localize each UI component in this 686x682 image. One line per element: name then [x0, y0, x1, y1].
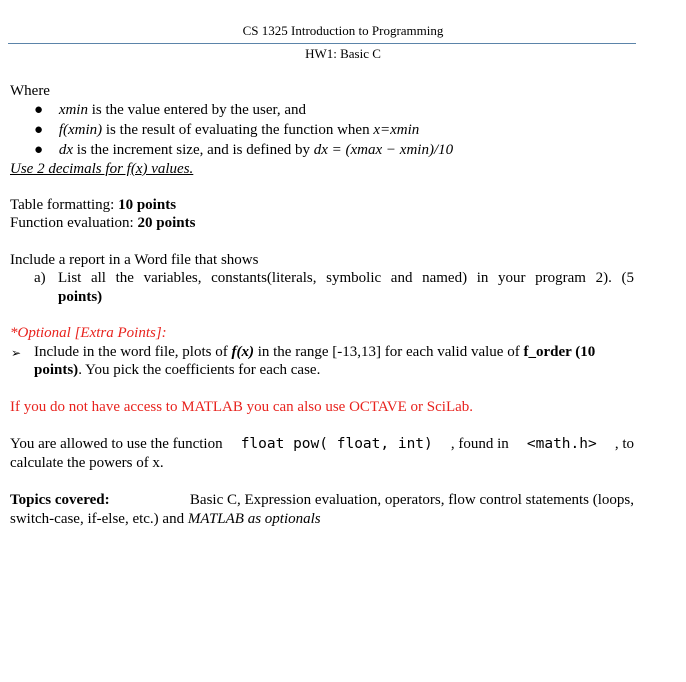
grading-label: Function evaluation: — [10, 215, 138, 231]
bullet-term: f(xmin) — [58, 122, 103, 138]
arrow-bullet-icon: ➢ — [11, 346, 22, 360]
bullet-xmin — [34, 101, 306, 119]
pow-text: You are allowed to use the function — [10, 436, 223, 452]
bullet-text: is the value entered by the user, and — [87, 102, 307, 118]
optional-line-2 — [34, 361, 320, 379]
decimals-note: Use 2 decimals for f(x) values. — [10, 161, 194, 177]
header-rule — [8, 43, 636, 44]
bullet-term: dx — [58, 142, 73, 158]
report-item-points: points) — [58, 289, 103, 305]
pow-line-2: calculate the powers of x. — [10, 455, 164, 471]
optional-heading: *Optional [Extra Points]: — [10, 325, 167, 341]
report-item-text: List all the variables, constants(literals, symbolic and named) in your program 2). (5 — [58, 270, 634, 286]
grading-table-formatting — [10, 196, 176, 214]
grading-points: 10 points — [118, 197, 177, 213]
pow-text: , found in — [450, 436, 509, 452]
bullet-term: xmin — [58, 102, 88, 118]
bullet-dot-icon: ● — [34, 102, 44, 118]
topics-text: Basic C, Expression evaluation, operators, flow control statements (loops, — [189, 492, 634, 508]
optional-line-1 — [34, 343, 595, 361]
optional-text: Include in the word file, plots of — [34, 344, 232, 360]
optional-fx: f(x) — [231, 344, 254, 360]
optional-points: (10 — [571, 344, 596, 360]
bullet-dx — [34, 141, 453, 159]
bullet-text: is the result of evaluating the function when — [102, 122, 374, 138]
bullet-text: is the increment size, and is defined by — [72, 142, 314, 158]
document-header-title: CS 1325 Introduction to Programming — [242, 23, 444, 38]
topics-text: switch-case, if-else, etc.) and — [10, 511, 188, 527]
bullet-fxmin — [34, 121, 419, 139]
matlab-note: If you do not have access to MATLAB you can also use OCTAVE or SciLab. — [10, 399, 474, 415]
optional-text: in the range [-13,13] for each valid value of — [253, 344, 524, 360]
optional-text: . You pick the coefficients for each case. — [78, 362, 321, 378]
bullet-tail: x=xmin — [373, 122, 420, 138]
where-heading: Where — [10, 83, 50, 99]
bullet-dot-icon: ● — [34, 142, 44, 158]
topics-label: Topics covered: — [10, 492, 110, 508]
pow-header: <math.h> — [526, 436, 597, 452]
optional-var: f_order — [523, 344, 572, 360]
pow-text: , to — [614, 436, 634, 452]
pow-line-1 — [10, 435, 634, 453]
grading-points: 20 points — [137, 215, 196, 231]
grading-function-evaluation — [10, 214, 195, 232]
pow-code: float pow( float, int) — [240, 436, 433, 452]
bullet-dot-icon: ● — [34, 122, 44, 138]
dx-formula: dx = (xmax − xmin)/10 — [313, 142, 454, 158]
document-header-subtitle: HW1: Basic C — [305, 46, 381, 61]
report-item-marker: a) — [34, 270, 46, 286]
topics-line-1 — [10, 491, 634, 509]
report-intro: Include a report in a Word file that shows — [10, 252, 259, 268]
topics-italic: MATLAB as optionals — [187, 511, 321, 527]
topics-line-2 — [10, 510, 321, 528]
optional-points: points) — [34, 362, 79, 378]
grading-label: Table formatting: — [10, 197, 119, 213]
